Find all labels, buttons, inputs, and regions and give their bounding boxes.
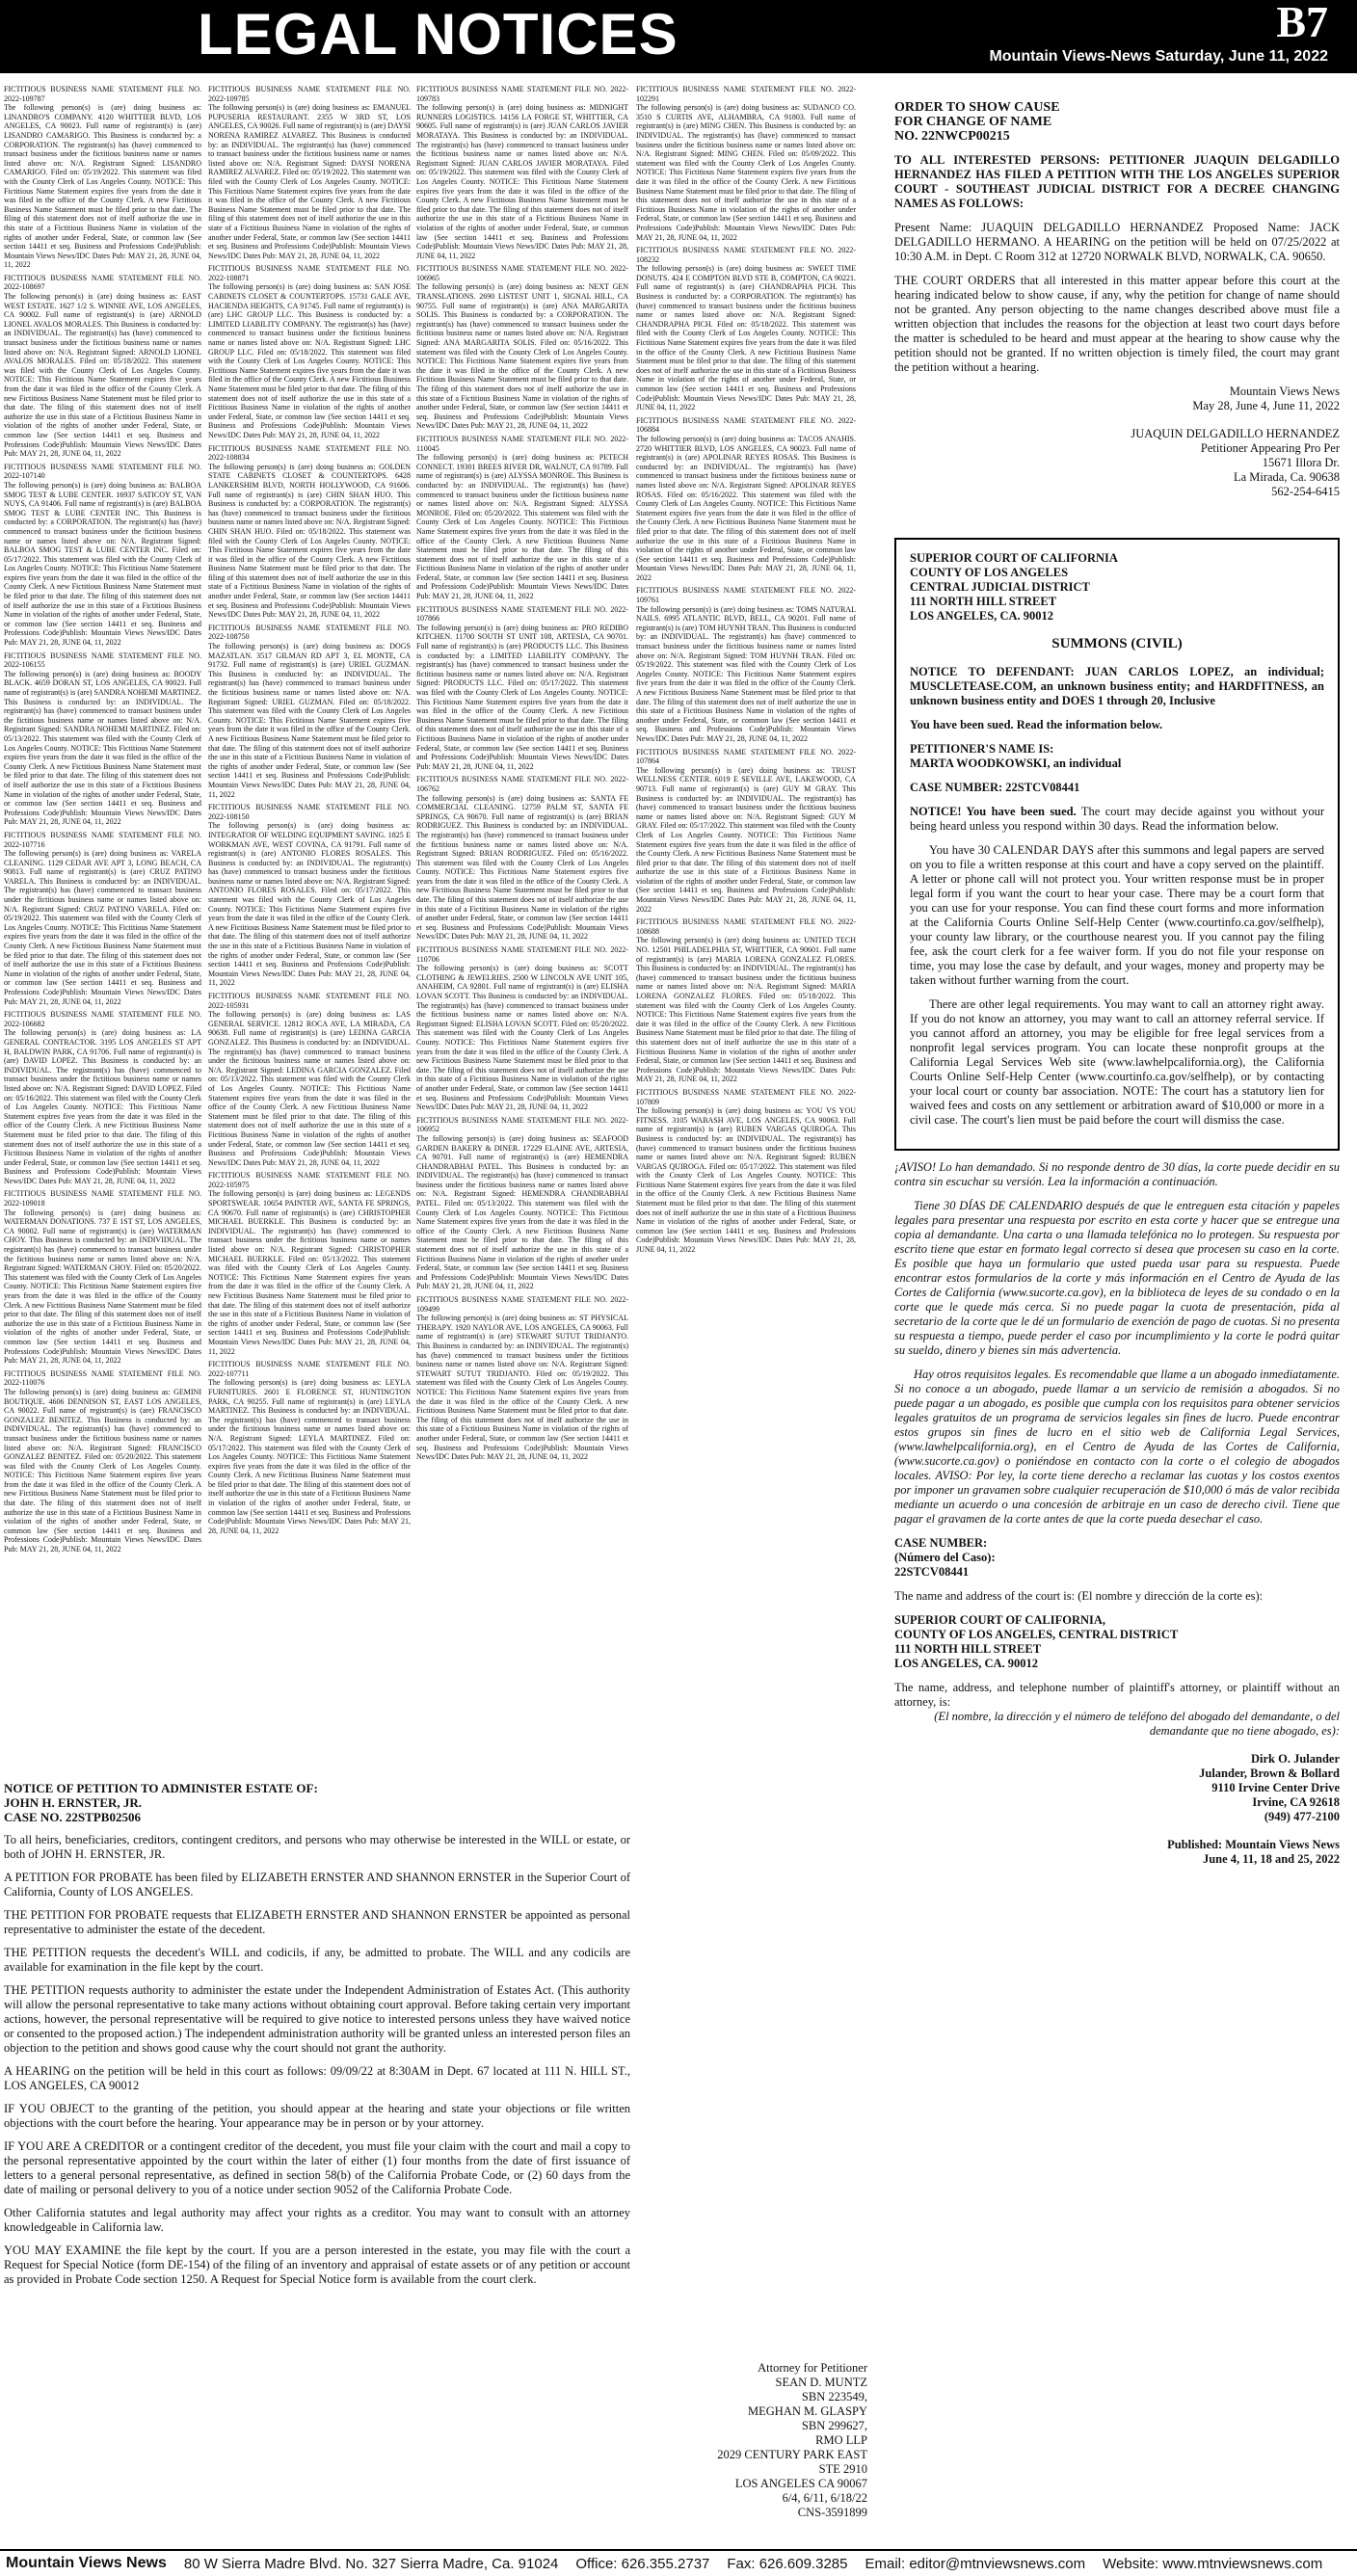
- plaintiff-attorney: 9110 Irvine Center Drive: [1211, 1781, 1340, 1794]
- fbn-heading: FICTITIOUS BUSINESS NAME STATEMENT FILE NO. 2022-108150: [208, 803, 411, 821]
- attorney-line: RMO LLP: [815, 2433, 867, 2447]
- fbn-heading: FICTITIOUS BUSINESS NAME STATEMENT FILE NO. 2022-110706: [416, 945, 628, 964]
- fbn-heading: FICTITIOUS BUSINESS NAME STATEMENT FILE NO. 2022-107716: [4, 830, 201, 849]
- fbn-heading: FICTITIOUS BUSINESS NAME STATEMENT FILE NO. 2022-106965: [416, 264, 628, 282]
- fbn-notice: [416, 1116, 628, 1291]
- fbn-heading: FICTITIOUS BUSINESS NAME STATEMENT FILE NO. 2022-107866: [416, 604, 628, 624]
- fbn-heading: FICTITIOUS BUSINESS NAME STATEMENT FILE NO. 2022-107864: [636, 747, 856, 766]
- paper-date: Mountain Views-News Saturday, June 11, 2022: [989, 48, 1328, 65]
- attorney-line: SBN 299627,: [801, 2419, 867, 2432]
- summons-sued: You have been sued. Read the information below.: [910, 718, 1163, 731]
- published-line: Published: Mountain Views News: [1167, 1838, 1340, 1851]
- attorney-line: SEAN D. MUNTZ: [775, 2376, 867, 2389]
- court-address: LOS ANGELES, CA. 90012: [894, 1657, 1038, 1670]
- fbn-notice: [208, 85, 411, 260]
- aviso-para: Hay otros requisitos legales. Es recomendable que llame a un abogado inmediatamente. Si no conoce a un abogado, puede llamar a un servicio de remisión a abogados. Si no puede pagar a un abogado, es posible que cumpla con los requisitos para obtener servicios legales gratuitos de un programa de servicios legales sin fines de lucro. Puede encontrar estos grupos sin fines de lucro en el sitio web de California Legal Services, (www.lawhelpcalifornia.org), en el Centro de Ayuda de las Cortes de California, (www.sucorte.ca.gov) o poniéndose en contacto con la corte o el colegio de abogados locales. AVISO: Por ley, la corte tiene derecho a reclamar las cuotas y los costos exentos por imponer un gravamen sobre cualquier recuperación de $10,000 ó más de valor recibida mediante un acuerdo o una concesión de arbitraje en un caso de derecho civil. Tiene que pagar el gravamen de la corte antes de que la corte pueda desechar el caso.: [894, 1368, 1340, 1526]
- fbn-heading: FICTITIOUS BUSINESS NAME STATEMENT FILE NO. 2022-106762: [416, 775, 628, 793]
- summons-para: You have 30 CALENDAR DAYS after this summons and legal papers are served on you to file a written response at this court and have a copy served on the plaintiff. A letter or phone call will not protect you. Your written response must be in proper legal form if you want the court to hear your case. There may be a court form that you can use for your response. You can find these court forms and more information at the California Courts Online Self-Help Center (www.courtinfo.ca.gov/selfhelp), your county law library, or the courthouse nearest you. If you cannot pay the filing fee, ask the court clerk for a fee waiver form. If you do not file your response on time, you may lose the case by default, and your wages, money and property may be taken without further warning from the court.: [910, 843, 1324, 987]
- attorney-line: STE 2910: [818, 2462, 867, 2476]
- probate-para: A HEARING on the petition will be held in this court as follows: 09/09/22 at 8:30AM in Dept. 67 located at 111 N. HILL ST., LOS ANGELES, CA 90012: [4, 2064, 630, 2092]
- fbn-heading: FICTITIOUS BUSINESS NAME STATEMENT FILE NO. 2022-110045: [416, 434, 628, 453]
- fbn-body: The following person(s) is (are) doing business as: PETECH CONNECT. 19301 BREES RIVER DR, WALNUT, CA 91789. Full name of registrant(s) is (are) ALYSSA MONROE. This Business is conducted by: an INDIVIDUAL. The registrant(s) has (have) commenced to transact business under the fictitious business name or names listed above on: N/A. Registrant Signed: ALYSSA MONROE. Filed on: 05/20/2022. This statement was filed with the County Clerk of Los Angeles County. NOTICE: This Fictitious Name Statement expires five years from the date it was filed in the office of the County Clerk. A new Fictitious Business Name Statement must be filed prior to that date. The filing of this statement does not of itself authorize the use in this state of a Fictitious Business Name in violation of the rights of another under Federal, State, or common law (See section 14411 et seq. Business and Professions Code)Publish: Mountain Views News/IDC Dates Pub: MAY 21, 28, JUNE 04, 11, 2022: [416, 453, 628, 601]
- footer-fax: Fax: 626.609.3285: [727, 2555, 848, 2572]
- fbn-notice: [4, 831, 201, 1006]
- fbn-heading: FICTITIOUS BUSINESS NAME STATEMENT FILE NO. 2022-106682: [4, 1010, 201, 1028]
- summons-court: CENTRAL JUDICIAL DISTRICT: [910, 580, 1090, 594]
- fbn-body: The following person(s) is (are) doing business as: GEMINI BOUTIQUE. 4606 DENNISON ST, EAST LOS ANGELES, CA 90022. Full name of registrant(s) is (are) FRANCISCO GONZALEZ BENITEZ. This Business is conducted by: an INDIVIDUAL. The registrant(s) has (have) commenced to transact business under the fictitious business name or names listed above on: N/A. Registrant Signed: FRANCISCO GONZALEZ BENITEZ. Filed on: 05/20/2022. This statement was filed with the County Clerk of Los Angeles County. NOTICE: This Fictitious Name Statement expires five years from the date it was filed in the office of the County Clerk. A new Fictitious Business Name Statement must be filed prior to that date. The filing of this statement does not of itself authorize the use in this state of a Fictitious Business Name in violation of the rights of another under Federal, State, or common law (See section 14411 et seq. Business and Professions Code)Publish: Mountain Views News/IDC Dates Pub: MAY 21, 28, JUNE 04, 11, 2022: [4, 1387, 201, 1554]
- fbn-body: The following person(s) is (are) doing business as: ST PHYSICAL THERAPY. 1920 NAYLOR AVE, LOS ANGELES, CA 90063. Full name of registrant(s) is (are) STEWART SUTUT TRIDJANTO. This Business is conducted by: an INDIVIDUAL. The registrant(s) has (have) commenced to transact business under the fictitious business name or names listed above on: N/A. Registrant Signed: STEWART SUTUT TRIDJANTO. Filed on: 05/19/2022. This statement was filed with the County Clerk of Los Angeles County. NOTICE: This Fictitious Name Statement expires five years from the date it was filed in the office of the County Clerk. A new Fictitious Business Name Statement must be filed prior to that date. The filing of this statement does not of itself authorize the use in this state of a Fictitious Business Name in violation of the rights of another under Federal, State, or common law (See section 14411 et seq. Business and Professions Code)Publish: Mountain Views News/IDC Dates Pub: MAY 21, 28, JUNE 04, 11, 2022: [416, 1314, 628, 1462]
- fbn-notice: [636, 586, 856, 743]
- attorney-line: Attorney for Petitioner: [758, 2361, 867, 2375]
- fbn-heading: FICTITIOUS BUSINESS NAME STATEMENT FILE NO. 2022-109783: [416, 85, 628, 103]
- fbn-body: The following person(s) is (are) doing business as: TACOS ANAHIS. 2720 WHITTIER BLVD, LOS ANGELES, CA 90023. Full name of registrant(s) is (are) APOLINAR REYES ROSAS. This Business is conducted by: an INDIVIDUAL. The registrant(s) has (have) commenced to transact business under the fictitious business name or names listed above on: N/A. Registrant Signed: APOLINAR REYES ROSAS. Filed on: 05/16/2022. This statement was filed with the County Clerk of Los Angeles County. NOTICE: This Fictitious Name Statement expires five years from the date it was filed in the office of the County Clerk. A new Fictitious Business Name Statement must be filed prior to that date. The filing of this statement does not of itself authorize the use in this state of a Fictitious Business Name in violation of the rights of another under Federal, State, or common law (See section 14411 et seq. Business and Professions Code)Publish: Mountain Views News/IDC Dates Pub: MAY 21, 28, JUNE 04, 11, 2022: [636, 434, 856, 582]
- case-number-es: (Número del Caso):: [894, 1551, 996, 1564]
- fbn-notice: [4, 1189, 201, 1365]
- fbn-heading: FICTITIOUS BUSINESS NAME STATEMENT FILE NO. 2022-106155: [4, 651, 201, 670]
- fbn-body: The following person(s) is (are) doing business as: SEAFOOD GARDEN BAKERY & DINER. 17229 ELAINE AVE, ARTESIA, CA 90701. Full name of registrant(s) is (are) HEMENDRA CHANDRABHAI PATEL. This Business is conducted by: an INDIVIDUAL. The registrant(s) has (have) commenced to transact business under the fictitious business name or names listed above on: N/A. Registrant Signed: HEMENDRA CHANDRABHAI PATEL. Filed on: 05/13/2022. This statement was filed with the County Clerk of Los Angeles County. NOTICE: This Fictitious Name Statement expires five years from the date it was filed in the office of the County Clerk. A new Fictitious Business Name Statement must be filed prior to that date. The filing of this statement does not of itself authorize the use in this state of a Fictitious Business Name in violation of the rights of another under Federal, State, or common law (See section 14411 et seq. Business and Professions Code)Publish: Mountain Views News/IDC Dates Pub: MAY 21, 28, JUNE 04, 11, 2022: [416, 1133, 628, 1291]
- summons-box: [894, 538, 1340, 1151]
- fbn-notice: [416, 85, 628, 260]
- osc-pub: Mountain Views News: [1229, 385, 1340, 398]
- fbn-body: The following person(s) is (are) doing business as: BOODY BLACK. 4659 DORAN ST, LOS ANGELES, CA 90023. Full name of registrant(s) is (are) SANDRA NOHEMI MARTINEZ. This Business is conducted by: an INDIVIDUAL. The registrant(s) has (have) commenced to transact business under the fictitious business name or names listed above on: N/A. Registrant Signed: SANDRA NOHEMI MARTINEZ. Filed on: 05/13/2022. This statement was filed with the County Clerk of Los Angeles County. NOTICE: This Fictitious Name Statement expires five years from the date it was filed in the office of the County Clerk. A new Fictitious Business Name Statement must be filed prior to that date. The filing of this statement does not of itself authorize the use in this state of a Fictitious Business Name in violation of the rights of another under Federal, State, or common law (See section 14411 et seq. Business and Professions Code)Publish: Mountain Views News/IDC Dates Pub: MAY 21, 28, JUNE 04, 11, 2022: [4, 669, 201, 827]
- fbn-heading: FICTITIOUS BUSINESS NAME STATEMENT FILE NO. 2022-108871: [208, 264, 411, 282]
- fbn-notice: [636, 917, 856, 1084]
- fbn-heading: FICTITIOUS BUSINESS NAME STATEMENT FILE NO. 2022-108750: [208, 623, 411, 642]
- plaintiff-attorney: (949) 477-2100: [1264, 1810, 1340, 1823]
- fbn-notice: [208, 992, 411, 1167]
- osc-heading: TO ALL INTERESTED PERSONS: PETITIONER JUAQUIN DELGADILLO HERNANDEZ HAS FILED A PETITION WITH THE LOS ANGELES SUPERIOR COURT - SOUTHEAST JUDICIAL DISTRICT FOR A DECREE CHANGING NAMES AS FOLLOWS:: [894, 153, 1340, 210]
- attorney-line: LOS ANGELES CA 90067: [734, 2477, 867, 2490]
- fbn-body: The following person(s) is (are) doing business as: EMANUEL PUPUSERIA RESTAURANT. 2355 W 3RD ST, LOS ANGELES, CA 90026. Full name of registrant(s) is (are) DAYSI NORENA RAMIREZ ALVAREZ. This Business is conducted by: an INDIVIDUAL. The registrant(s) has (have) commenced to transact business under the fictitious business name or names listed above on: N/A. Registrant Signed: DAYSI NORENA RAMIREZ ALVAREZ. Filed on: 05/19/2022. This statement was filed with the County Clerk of Los Angeles County. NOTICE: This Fictitious Name Statement expires five years from the date it was filed in the office of the County Clerk. A new Fictitious Business Name Statement must be filed prior to that date. The filing of this statement does not of itself authorize the use in this state of a Fictitious Business Name in violation of the rights of another under Federal, State, or common law (See section 14411 et seq. Business and Professions Code)Publish: Mountain Views News/IDC Dates Pub: MAY 21, 28, JUNE 04, 11, 2022: [208, 103, 411, 260]
- published-line: June 4, 11, 18 and 25, 2022: [1202, 1852, 1340, 1866]
- order-to-show-cause: [894, 100, 1340, 499]
- probate-para: IF YOU OBJECT to the granting of the petition, you should appear at the hearing and state your objections or file written objections with the court before the hearing. Your appearance may be in person or by your attorney.: [4, 2102, 630, 2130]
- court-line: The name and address of the court is: (El nombre y dirección de la corte es):: [894, 1589, 1264, 1603]
- aviso-para: Tiene 30 DÍAS DE CALENDARIO después de que le entreguen esta citación y papeles legales para presentar una respuesta por escrito en esta corte y hacer que se entregue una copia al demandante. Una carta o una llamada telefónica no lo protegen. Su respuesta por escrito tiene que estar en formato legal correcto si desea que procesen su caso en la corte. Es posible que haya un formulario que usted pueda usar para su respuesta. Puede encontrar estos formularios de la corte y más información en el Centro de Ayuda de las Cortes de California (www.sucorte.ca.gov), en la biblioteca de leyes de su condado o en la corte que le quede más cerca. Si no puede pagar la cuota de presentación, pida al secretario de la corte que le dé un formulario de exención de pago de cuotas. Si no presenta su respuesta a tiempo, puede perder el caso por incumplimiento y la corte le podrá quitar su sueldo, dinero y bienes sin más advertencia.: [894, 1199, 1340, 1357]
- fbn-heading: FICTITIOUS BUSINESS NAME STATEMENT FILE NO. 2022-109785: [208, 85, 411, 103]
- summons-title: SUMMONS (CIVIL): [1051, 636, 1183, 651]
- attorney-line: The name, address, and telephone number of plaintiff's attorney, or plaintiff without an attorney, is:: [894, 1681, 1340, 1709]
- osc-body: Present Name: JUAQUIN DELGADILLO HERNANDEZ Proposed Name: JACK DELGADILLO HERMANO. A HEARING on the petition will be held on 07/25/2022 at 10:30 A.M. in Dept. C Room 312 at 12720 NORWALK BLVD, NORWALK, CA. 90650.: [894, 221, 1340, 263]
- probate-para: THE PETITION requests authority to administer the estate under the Independent Administration of Estates Act. (This authority will allow the personal representative to take many actions without obtaining court approval. Before taking certain very important actions, however, the personal representative will be required to give notice to interested persons unless they have waived notice or consented to the proposed action.) The independent administration authority will be granted unless an interested person files an objection to the petition and shows good cause why the court should not grant the authority.: [4, 1983, 630, 2055]
- osc-petitioner: 562-254-6415: [1271, 485, 1340, 498]
- summons-petitioner-name: MARTA WOODKOWSKI, an individual: [910, 757, 1122, 770]
- summons-court: COUNTY OF LOS ANGELES: [910, 566, 1069, 579]
- fbn-notice: [636, 416, 856, 583]
- osc-petitioner: 15671 Illora Dr.: [1262, 456, 1340, 469]
- fbn-notice: [208, 1360, 411, 1535]
- fbn-body: The following person(s) is (are) doing business as: TOMS NATURAL NAILS. 6995 ATLANTIC BLVD, BELL, CA 90201. Full name of registrant(s) is (are) TOM HUYNH TRAN. This Business is conducted by: an INDIVIDUAL. The registrant(s) has (have) commenced to transact business under the fictitious business name or names listed above on: N/A. Registrant Signed: TOM HUYNH TRAN. Filed on: 05/19/2022. This statement was filed with the County Clerk of Los Angeles County. NOTICE: This Fictitious Name Statement expires five years from the date it was filed in the office of the County Clerk. A new Fictitious Business Name Statement must be filed prior to that date. The filing of this statement does not of itself authorize the use in this state of a Fictitious Business Name in violation of the rights of another under Federal, State, or common law (See section 14411 et seq. Business and Professions Code)Publish: Mountain Views News/IDC Dates Pub: MAY 21, 28, JUNE 04, 11, 2022: [636, 604, 856, 743]
- fbn-notice: [208, 264, 411, 439]
- notice-bold: NOTICE! You have been sued.: [910, 805, 1077, 818]
- fbn-body: The following person(s) is (are) doing business as: UNITED TECH NO. 12501 PHILADELPHIA ST, WHITTIER, CA 90601. Full name of registrant(s) is (are) MARIA LORENA GONZALEZ FLORES. This Business is conducted by: an INDIVIDUAL. The registrant(s) has (have) commenced to transact business under the fictitious business name or names listed above on: N/A. Registrant Signed: MARIA LORENA GONZALEZ FLORES. Filed on: 05/18/2022. This statement was filed with the County Clerk of Los Angeles County. NOTICE: This Fictitious Name Statement expires five years from the date it was filed in the office of the County Clerk. A new Fictitious Business Name Statement must be filed prior to that date. The filing of this statement does not of itself authorize the use in this state of a Fictitious Business Name in violation of the rights of another under Federal, State, or common law (See section 14411 et seq. Business and Professions Code)Publish: Mountain Views News/IDC Dates Pub: MAY 21, 28, JUNE 04, 11, 2022: [636, 936, 856, 1084]
- fbn-body: The following person(s) is (are) doing business as: LAS GENERAL SERVICE. 12812 ROCA AVE, LA MIRADA, CA 90638. Full name of registrant(s) is (are) LEDINA GARCIA GONZALEZ. This Business is conducted by: an INDIVIDUAL. The registrant(s) has (have) commenced to transact business under the fictitious business name or names listed above on: N/A. Registrant Signed: LEDINA GARCIA GONZALEZ. Filed on: 05/13/2022. This statement was filed with the County Clerk of Los Angeles County. NOTICE: This Fictitious Name Statement expires five years from the date it was filed in the office of the County Clerk. A new Fictitious Business Name Statement must be filed prior to that date. The filing of this statement does not of itself authorize the use in this state of a Fictitious Business Name in violation of the rights of another under Federal, State, or common law (See section 14411 et seq. Business and Professions Code)Publish: Mountain Views News/IDC Dates Pub: MAY 21, 28, JUNE 04, 11, 2022: [208, 1010, 411, 1167]
- osc-petitioner: Petitioner Appearing Pro Per: [1200, 441, 1340, 455]
- fbn-notice: [416, 945, 628, 1112]
- fbn-column-4: [636, 81, 856, 2519]
- court-address: 111 NORTH HILL STREET: [894, 1642, 1042, 1656]
- probate-para: THE PETITION FOR PROBATE requests that ELIZABETH ERNSTER AND SHANNON ERNSTER be appointed as personal representative to administer the estate of the decedent.: [4, 1908, 630, 1936]
- fbn-body: The following person(s) is (are) doing business as: TRUST WELLNESS CENTER. 6019 E SEVILLE AVE, LAKEWOOD, CA 90713. Full name of registrant(s) is (are) GUY M GRAY. This Business is conducted by: an INDIVIDUAL. The registrant(s) has (have) commenced to transact business under the fictitious business name or names listed above on: N/A. Registrant Signed: GUY M GRAY. Filed on: 05/17/2022. This statement was filed with the County Clerk of Los Angeles County. NOTICE: This Fictitious Name Statement expires five years from the date it was filed in the office of the County Clerk. A new Fictitious Business Name Statement must be filed prior to that date. The filing of this statement does not of itself authorize the use in this state of a Fictitious Business Name in violation of the rights of another under Federal, State, or common law (See section 14411 et seq. Business and Professions Code)Publish: Mountain Views News/IDC Dates Pub: MAY 21, 28, JUNE 04, 11, 2022: [636, 765, 856, 914]
- fbn-body: The following person(s) is (are) doing business as: DOGS MAZATLAN. 3517 GILMAN RD APT 3, EL MONTE, CA 91732. Full name of registrant(s) is (are) URIEL GUZMAN. This Business is conducted by: an INDIVIDUAL. The registrant(s) has (have) commenced to transact business under the fictitious business name or names listed above on: N/A. Registrant Signed: URIEL GUZMAN. Filed on: 05/18/2022. This statement was filed with the County Clerk of Los Angeles County. NOTICE: This Fictitious Name Statement expires five years from the date it was filed in the office of the County Clerk. A new Fictitious Business Name Statement must be filed prior to that date. The filing of this statement does not of itself authorize the use in this state of a Fictitious Business Name in violation of the rights of another under Federal, State, or common law (See section 14411 et seq. Business and Professions Code)Publish: Mountain Views News/IDC Dates Pub: MAY 21, 28, JUNE 04, 11, 2022: [208, 642, 411, 799]
- page-footer: [0, 2549, 1357, 2576]
- probate-para: YOU MAY EXAMINE the file kept by the court. If you are a person interested in the estate, you may file with the court a Request for Special Notice (form DE-154) of the filing of an inventory and appraisal of estate assets or of any petition or account as provided in Probate Code section 1250. A Request for Special Notice form is available from the court clerk.: [4, 2244, 630, 2286]
- probate-notice: [4, 1781, 630, 2296]
- fbn-heading: FICTITIOUS BUSINESS NAME STATEMENT FILE NO. 2022-109787: [4, 85, 201, 103]
- fbn-heading: FICTITIOUS BUSINESS NAME STATEMENT FILE NO. 2022-107140: [4, 462, 201, 481]
- fbn-body: The following person(s) is (are) doing business as: SANTA FE COMMERCIAL CLEANING. 12759 PALM ST, SANTA FE SPRINGS, CA 90670. Full name of registrant(s) is (are) BRIAN RODRIGUEZ. This Business is conducted by: an INDIVIDUAL. The registrant(s) has (have) commenced to transact business under the fictitious business name or names listed above on: N/A. Registrant Signed: BRIAN RODRIGUEZ. Filed on: 05/16/2022. This statement was filed with the County Clerk of Los Angeles County. NOTICE: This Fictitious Name Statement expires five years from the date it was filed in the office of the County Clerk. A new Fictitious Business Name Statement must be filed prior to that date. The filing of this statement does not of itself authorize the use in this state of a Fictitious Business Name in violation of the rights of another under Federal, State, or common law (See section 14411 et seq. Business and Professions Code)Publish: Mountain Views News/IDC Dates Pub: MAY 21, 28, JUNE 04, 11, 2022: [416, 793, 628, 942]
- fbn-body: The following person(s) is (are) doing business as: PRO REDIBO KITCHEN. 11700 SOUTH ST UNIT 108, ARTESIA, CA 90701. Full name of registrant(s) is (are) PRODUCTS LLC. This Business is conducted by: a LIMITED LIABILITY COMPANY. The registrant(s) has (have) commenced to transact business under the fictitious business name or names listed above on: N/A. Registrant Signed: PRODUCTS LLC. Filed on: 05/17/2022. This statement was filed with the County Clerk of Los Angeles County. NOTICE: This Fictitious Name Statement expires five years from the date it was filed in the office of the County Clerk. A new Fictitious Business Name Statement must be filed prior to that date. The filing of this statement does not of itself authorize the use in this state of a Fictitious Business Name in violation of the rights of another under Federal, State, or common law (See section 14411 et seq. Business and Professions Code)Publish: Mountain Views News/IDC Dates Pub: MAY 21, 28, JUNE 04, 11, 2022: [416, 623, 628, 771]
- fbn-body: The following person(s) is (are) doing business as: SUDANCO CO. 3510 S CURTIS AVE, ALHAMBRA, CA 91803. Full name of registrant(s) is (are) MING CHEN. This Business is conducted by: an INDIVIDUAL. The registrant(s) has (have) commenced to transact business under the fictitious business name or names listed above on: N/A. Registrant Signed: MING CHEN. Filed on: 05/09/2022. This statement was filed with the County Clerk of Los Angeles County. NOTICE: This Fictitious Name Statement expires five years from the date it was filed in the office of the County Clerk. A new Fictitious Business Name Statement must be filed prior to that date. The filing of this statement does not of itself authorize the use in this state of a Fictitious Business Name in violation of the rights of another under Federal, State, or common law (See section 14411 et seq. Business and Professions Code)Publish: Mountain Views News/IDC Dates Pub: MAY 21, 28, JUNE 04, 11, 2022: [636, 103, 856, 242]
- osc-case: NO. 22NWCP00215: [894, 129, 1010, 144]
- probate-para: IF YOU ARE A CREDITOR or a contingent creditor of the decedent, you must file your claim with the court and mail a copy to the personal representative appointed by the court within the later of either (1) four months from the date of first issuance of letters to a general personal representative, as defined in section 58(b) of the California Probate Code, or (2) 60 days from the date of mailing or personal delivery to you of a notice under section 9052 of the California Probate Code.: [4, 2139, 630, 2196]
- probate-case: CASE NO. 22STPB02506: [4, 1810, 141, 1824]
- summons-para: There are other legal requirements. You may want to call an attorney right away. If you do not know an attorney, you may want to call an attorney referral service. If you cannot afford an attorney, you may be eligible for free legal services from a nonprofit legal services program. You can locate these nonprofit groups at the California Legal Services Web site (www.lawhelpcalifornia.org), the California Courts Online Self-Help Center (www.courtinfo.ca.gov/selfhelp), or by contacting your local court or county bar association. NOTE: The court has a statutory lien for waived fees and costs on any settlement or arbitration award of $10,000 or more in a civil case. The court's lien must be paid before the court will dismiss the case.: [910, 997, 1324, 1127]
- attorney-line: MEGHAN M. GLASPY: [748, 2404, 867, 2418]
- plaintiff-attorney: Dirk O. Julander: [1250, 1752, 1340, 1766]
- fbn-notice: [416, 605, 628, 772]
- summons-petitioner-label: PETITIONER'S NAME IS:: [910, 742, 1054, 756]
- osc-pub: May 28, June 4, June 11, 2022: [1192, 399, 1340, 412]
- fbn-heading: FICTITIOUS BUSINESS NAME STATEMENT FILE NO. 2022-105975: [208, 1171, 411, 1189]
- fbn-heading: FICTITIOUS BUSINESS NAME STATEMENT FILE NO. 2022-108688: [636, 917, 856, 936]
- fbn-body: The following person(s) is (are) doing business as: SWEET TIME DONUTS. 424 E COMPTON BLVD STE B, COMPTON, CA 90221. Full name of registrant(s) is (are) CHANDRAPHA PICH. This Business is conducted by: a CORPORATION. The registrant(s) has (have) commenced to transact business under the fictitious business name or names listed above on: N/A. Registrant Signed: CHANDRAPHA PICH. Filed on: 05/18/2022. This statement was filed with the County Clerk of Los Angeles County. NOTICE: This Fictitious Name Statement expires five years from the date it was filed in the office of the County Clerk. A new Fictitious Business Name Statement must be filed prior to that date. The filing of this statement does not of itself authorize the use in this state of a Fictitious Business Name in violation of the rights of another under Federal, State, or common law (See section 14411 et seq. Business and Professions Code)Publish: Mountain Views News/IDC Dates Pub: MAY 21, 28, JUNE 04, 11, 2022: [636, 264, 856, 412]
- fbn-notice: [4, 1010, 201, 1185]
- fbn-notice: [636, 748, 856, 915]
- fbn-body: The following person(s) is (are) doing business as: SCOTT CLOTHING & JEWELRIES. 2500 W LINCOLN AVE UNIT 105, ANAHEIM, CA 92801. Full name of registrant(s) is (are) ELISHA LOVAN SCOTT. This Business is conducted by: an INDIVIDUAL. The registrant(s) has (have) commenced to transact business under the fictitious business name or names listed above on: N/A. Registrant Signed: ELISHA LOVAN SCOTT. Filed on: 05/20/2022. This statement was filed with the County Clerk of Los Angeles County. NOTICE: This Fictitious Name Statement expires five years from the date it was filed in the office of the County Clerk. A new Fictitious Business Name Statement must be filed prior to that date. The filing of this statement does not of itself authorize the use in this state of a Fictitious Business Name in violation of the rights of another under Federal, State, or common law (See section 14411 et seq. Business and Professions Code)Publish: Mountain Views News/IDC Dates Pub: MAY 21, 28, JUNE 04, 11, 2022: [416, 964, 628, 1112]
- probate-para: To all heirs, beneficiaries, creditors, contingent creditors, and persons who may otherwise be interested in the WILL or estate, or both of JOHN H. ERNSTER, JR.: [4, 1833, 630, 1861]
- notice-rest: The court may decide against you without your being heard unless you respond within 30 days. Read the information below.: [910, 805, 1324, 833]
- fbn-heading: FICTITIOUS BUSINESS NAME STATEMENT FILE NO. 2022-110076: [4, 1368, 201, 1388]
- fbn-notice: [416, 264, 628, 431]
- fbn-notice: [636, 246, 856, 412]
- fbn-body: The following person(s) is (are) doing business as: VARELA CLEANING. 1129 CEDAR AVE APT 3, LONG BEACH, CA 90813. Full name of registrant(s) is (are) CRUZ PATINO VARELA. This Business is conducted by: an INDIVIDUAL. The registrant(s) has (have) commenced to transact business under the fictitious business name or names listed above on: N/A. Registrant Signed: CRUZ PATINO VARELA. Filed on: 05/19/2022. This statement was filed with the County Clerk of Los Angeles County. NOTICE: This Fictitious Name Statement expires five years from the date it was filed in the office of the County Clerk. A new Fictitious Business Name Statement must be filed prior to that date. The filing of this statement does not of itself authorize the use in this state of a Fictitious Business Name in violation of the rights of another under Federal, State, or common law (See section 14411 et seq. Business and Professions Code)Publish: Mountain Views News/IDC Dates Pub: MAY 21, 28, JUNE 04, 11, 2022: [4, 849, 201, 1006]
- probate-para: Other California statutes and legal authority may affect your rights as a creditor. You may want to consult with an attorney knowledgeable in California law.: [4, 2206, 630, 2234]
- footer-paper-name: Mountain Views News: [6, 2555, 167, 2571]
- fbn-notice: [416, 435, 628, 601]
- fbn-notice: [4, 1369, 201, 1554]
- fbn-notice: [4, 85, 201, 270]
- fbn-body: The following person(s) is (are) doing business as: MIDNIGHT RUNNERS LOGISTICS. 14156 LA FORGE ST, WHITTIER, CA 90605. Full name of registrant(s) is (are) JUAN CARLOS JAVIER MORATAYA. This Business is conducted by: an INDIVIDUAL. The registrant(s) has (have) commenced to transact business under the fictitious business name or names listed above on: N/A. Registrant Signed: JUAN CARLOS JAVIER MORATAYA. Filed on: 05/19/2022. This statement was filed with the County Clerk of Los Angeles County. NOTICE: This Fictitious Name Statement expires five years from the date it was filed in the office of the County Clerk. A new Fictitious Business Name Statement must be filed prior to that date. The filing of this statement does not of itself authorize the use in this state of a Fictitious Business Name in violation of the rights of another under Federal, State, or common law (See section 14411 et seq. Business and Professions Code)Publish: Mountain Views News/IDC Dates Pub: MAY 21, 28, JUNE 04, 11, 2022: [416, 103, 628, 260]
- summons-court: 111 NORTH HILL STREET: [910, 595, 1057, 608]
- attorney-line: 2029 CENTURY PARK EAST: [717, 2448, 867, 2461]
- fbn-body: The following person(s) is (are) doing business as: NEXT GEN TRANSLATIONS. 2690 LISTEST UNIT 1, SIGNAL HILL, CA 90755. Full name of registrant(s) is (are) ANA MARGARITA SOLIS. This Business is conducted by: a CORPORATION. The registrant(s) has (have) commenced to transact business under the fictitious business name or names listed above on: N/A. Registrant Signed: ANA MARGARITA SOLIS. Filed on: 05/16/2022. This statement was filed with the County Clerk of Los Angeles County. NOTICE: This Fictitious Name Statement expires five years from the date it was filed in the office of the County Clerk. A new Fictitious Business Name Statement must be filed prior to that date. The filing of this statement does not of itself authorize the use in this state of a Fictitious Business Name in violation of the rights of another under Federal, State, or common law (See section 14411 et seq. Business and Professions Code)Publish: Mountain Views News/IDC Dates Pub: MAY 21, 28, JUNE 04, 11, 2022: [416, 282, 628, 431]
- fbn-notice: [208, 803, 411, 988]
- probate-estate: JOHN H. ERNSTER, JR.: [4, 1795, 143, 1810]
- case-number: 22STCV08441: [894, 1565, 970, 1579]
- fbn-heading: FICTITIOUS BUSINESS NAME STATEMENT FILE NO. 2022-107809: [636, 1087, 856, 1106]
- fbn-body: The following person(s) is (are) doing business as: WATERMAN DONATIONS. 737 E 1ST ST, LOS ANGELES, CA 90002. Full name of registrant(s) is (are) WATERMAN CHOY. This Business is conducted by: an INDIVIDUAL. The registrant(s) has (have) commenced to transact business under the fictitious business name or names listed above on: N/A. Registrant Signed: WATERMAN CHOY. Filed on: 05/20/2022. This statement was filed with the County Clerk of Los Angeles County. NOTICE: This Fictitious Name Statement expires five years from the date it was filed in the office of the County Clerk. A new Fictitious Business Name Statement must be filed prior to that date. The filing of this statement does not of itself authorize the use in this state of a Fictitious Business Name in violation of the rights of another under Federal, State, or common law (See section 14411 et seq. Business and Professions Code)Publish: Mountain Views News/IDC Dates Pub: MAY 21, 28, JUNE 04, 11, 2022: [4, 1208, 201, 1366]
- fbn-body: The following person(s) is (are) doing business as: INTEGRATOR OF WELDING EQUIPMENT SAVING. 1825 E WORKMAN AVE, WEST COVINA, CA 91791. Full name of registrant(s) is (are) ANTONIO FLORES ROSALES. This Business is conducted by: an INDIVIDUAL. The registrant(s) has (have) commenced to transact business under the fictitious business name or names listed above on: N/A. Registrant Signed: ANTONIO FLORES ROSALES. Filed on: 05/17/2022. This statement was filed with the County Clerk of Los Angeles County. NOTICE: This Fictitious Name Statement expires five years from the date it was filed in the office of the County Clerk. A new Fictitious Business Name Statement must be filed prior to that date. The filing of this statement does not of itself authorize the use in this state of a Fictitious Business Name in violation of the rights of another under Federal, State, or common law (See section 14411 et seq. Business and Professions Code)Publish: Mountain Views News/IDC Dates Pub: MAY 21, 28, JUNE 04, 11, 2022: [208, 821, 411, 988]
- page-number: B7: [1276, 0, 1328, 46]
- osc-petitioner: La Mirada, Ca. 90638: [1233, 470, 1340, 484]
- fbn-heading: FICTITIOUS BUSINESS NAME STATEMENT FILE NO. 2022-106952: [416, 1115, 628, 1134]
- fbn-notice: [4, 651, 201, 827]
- fbn-heading: FICTITIOUS BUSINESS NAME STATEMENT FILE NO. 2022-109499: [416, 1295, 628, 1314]
- summons-notice: [910, 805, 1324, 834]
- fbn-notice: [208, 624, 411, 799]
- fbn-body: The following person(s) is (are) doing business as: LEYLA FURNITURES. 2601 E FLORENCE ST, HUNTINGTON PARK, CA 90255. Full name of registrant(s) is (are) LEYLA MARTINEZ. This Business is conducted by: an INDIVIDUAL. The registrant(s) has (have) commenced to transact business under the fictitious business name or names listed above on: N/A. Registrant Signed: LEYLA MARTINEZ. Filed on: 05/17/2022. This statement was filed with the County Clerk of Los Angeles County. NOTICE: This Fictitious Name Statement expires five years from the date it was filed in the office of the County Clerk. A new Fictitious Business Name Statement must be filed prior to that date. The filing of this statement does not of itself authorize the use in this state of a Fictitious Business Name in violation of the rights of another under Federal, State, or common law (See section 14411 et seq. Business and Professions Code)Publish: Mountain Views News/IDC Dates Pub: MAY 21, 28, JUNE 04, 11, 2022: [208, 1378, 411, 1535]
- attorney-line: 6/4, 6/11, 6/18/22: [782, 2491, 867, 2505]
- attorney-line: SBN 223549,: [801, 2390, 867, 2403]
- fbn-heading: FICTITIOUS BUSINESS NAME STATEMENT FILE NO. 2022-105931: [208, 992, 411, 1010]
- case-number-label: CASE NUMBER:: [894, 1536, 988, 1550]
- fbn-notice: [208, 444, 411, 620]
- fbn-column-1: [4, 81, 201, 1777]
- probate-heading: NOTICE OF PETITION TO ADMINISTER ESTATE OF:: [4, 1781, 318, 1795]
- page-banner: [0, 0, 1357, 73]
- fbn-heading: FICTITIOUS BUSINESS NAME STATEMENT FILE NO. 2022-102291: [636, 85, 856, 103]
- fbn-body: The following person(s) is (are) doing business as: BALBOA SMOG TEST & LUBE CENTER. 16937 SATICOY ST, VAN NUYS, CA 91406. Full name of registrant(s) is (are) BALBOA SMOG TEST & LUBE CENTER INC. This Business is conducted by: a CORPORATION. The registrant(s) has (have) commenced to transact business under the fictitious business name or names listed above on: N/A. Registrant Signed: BALBOA SMOG TEST & LUBE CENTER INC. Filed on: 05/17/2022. This statement was filed with the County Clerk of Los Angeles County. NOTICE: This Fictitious Name Statement expires five years from the date it was filed in the office of the County Clerk. A new Fictitious Business Name Statement must be filed prior to that date. The filing of this statement does not of itself authorize the use in this state of a Fictitious Business Name in violation of the rights of another under Federal, State, or common law (See section 14411 et seq. Business and Professions Code)Publish: Mountain Views News/IDC Dates Pub: MAY 21, 28, JUNE 04, 11, 2022: [4, 480, 201, 648]
- summons-case: CASE NUMBER: 22STCV08441: [910, 781, 1080, 794]
- fbn-notice: [208, 1171, 411, 1356]
- fbn-body: The following person(s) is (are) doing business as: SAN JOSE CABINETS CLOSET & COUNTERTOPS. 15731 GALE AVE, HACIENDA HEIGHTS, CA 91745. Full name of registrant(s) is (are) LHC GROUP LLC. This Business is conducted by: a LIMITED LIABILITY COMPANY. The registrant(s) has (have) commenced to transact business under the fictitious business name or names listed above on: N/A. Registrant Signed: LHC GROUP LLC. Filed on: 05/18/2022. This statement was filed with the County Clerk of Los Angeles County. NOTICE: This Fictitious Name Statement expires five years from the date it was filed in the office of the County Clerk. A new Fictitious Business Name Statement must be filed prior to that date. The filing of this statement does not of itself authorize the use in this state of a Fictitious Business Name in violation of the rights of another under Federal, State, or common law (See section 14411 et seq. Business and Professions Code)Publish: Mountain Views News/IDC Dates Pub: MAY 21, 28, JUNE 04, 11, 2022: [208, 282, 411, 439]
- footer-address: 80 W Sierra Madre Blvd. No. 327 Sierra Madre, Ca. 91024: [183, 2555, 559, 2572]
- osc-petitioner: JUAQUIN DELGADILLO HERNANDEZ: [1131, 427, 1340, 440]
- fbn-column-2: [208, 81, 411, 1777]
- fbn-heading: FICTITIOUS BUSINESS NAME STATEMENT FILE NO. 2022-108232: [636, 246, 856, 264]
- fbn-notice: [416, 1295, 628, 1462]
- fbn-notice: [4, 274, 201, 459]
- attorney-line-es: (El nombre, la dirección y el número de teléfono del abogado del demandante, o del demandante que no tiene abogado, es):: [934, 1710, 1340, 1738]
- probate-attorney: [463, 2361, 867, 2520]
- fbn-heading: FICTITIOUS BUSINESS NAME STATEMENT FILE NO. 2022-106884: [636, 415, 856, 435]
- fbn-body: The following person(s) is (are) doing business as: LEGENDS SPORTSWEAR. 10654 PAINTER AVE, SANTA FE SPRINGS, CA 90670. Full name of registrant(s) is (are) CHRISTOPHER MICHAEL BUERKLE. This Business is conducted by: an INDIVIDUAL. The registrant(s) has (have) commenced to transact business under the fictitious business name or names listed above on: N/A. Registrant Signed: CHRISTOPHER MICHAEL BUERKLE. Filed on: 05/13/2022. This statement was filed with the County Clerk of Los Angeles County. NOTICE: This Fictitious Name Statement expires five years from the date it was filed in the office of the County Clerk. A new Fictitious Business Name Statement must be filed prior to that date. The filing of this statement does not of itself authorize the use in this state of a Fictitious Business Name in violation of the rights of another under Federal, State, or common law (See section 14411 et seq. Business and Professions Code)Publish: Mountain Views News/IDC Dates Pub: MAY 21, 28, JUNE 04, 11, 2022: [208, 1189, 411, 1356]
- court-address: COUNTY OF LOS ANGELES, CENTRAL DISTRICT: [894, 1628, 1179, 1641]
- osc-subtitle: FOR CHANGE OF NAME: [894, 115, 1052, 129]
- fbn-heading: FICTITIOUS BUSINESS NAME STATEMENT FILE NO. 2022-109018: [4, 1189, 201, 1208]
- footer-website: Website: www.mtnviewsnews.com: [1103, 2555, 1323, 2572]
- aviso-para: ¡AVISO! Lo han demandado. Si no responde dentro de 30 días, la corte puede decidir en su contra sin escuchar su versión. Lea la información a continuación.: [894, 1160, 1340, 1188]
- summons-defendant: NOTICE TO DEFENDANT: JUAN CARLOS LOPEZ, an individual; MUSCLETEASE.COM, an unknown business entity; and HARDFITNESS, an unknown business entity and DOES 1 through 20, Inclusive: [910, 665, 1324, 707]
- right-column: [894, 100, 1340, 1867]
- attorney-line: CNS-3591899: [797, 2506, 867, 2519]
- fbn-body: The following person(s) is (are) doing business as: LA GENERAL CONTRACTOR. 3195 LOS ANGELES ST APT H, BALDWIN PARK, CA 91706. Full name of registrant(s) is (are) DAVID LOPEZ. This Business is conducted by: an INDIVIDUAL. The registrant(s) has (have) commenced to transact business under the fictitious business name or names listed above on: N/A. Registrant Signed: DAVID LOPEZ. Filed on: 05/16/2022. This statement was filed with the County Clerk of Los Angeles County. NOTICE: This Fictitious Name Statement expires five years from the date it was filed in the office of the County Clerk. A new Fictitious Business Name Statement must be filed prior to that date. The filing of this statement does not of itself authorize the use in this state of a Fictitious Business Name in violation of the rights of another under Federal, State, or common law (See section 14411 et seq. Business and Professions Code)Publish: Mountain Views News/IDC Dates Pub: MAY 21, 28, JUNE 04, 11, 2022: [4, 1028, 201, 1185]
- fbn-body: The following person(s) is (are) doing business as: YOU VS YOU FITNESS. 3105 WABASH AVE, LOS ANGELES, CA 90063. Full name of registrant(s) is (are) RUBEN VARGAS QUIROGA. This Business is conducted by: an INDIVIDUAL. The registrant(s) has (have) commenced to transact business under the fictitious business name or names listed above on: N/A. Registrant Signed: RUBEN VARGAS QUIROGA. Filed on: 05/17/2022. This statement was filed with the County Clerk of Los Angeles County. NOTICE: This Fictitious Name Statement expires five years from the date it was filed in the office of the County Clerk. A new Fictitious Business Name Statement must be filed prior to that date. The filing of this statement does not of itself authorize the use in this state of a Fictitious Business Name in violation of the rights of another under Federal, State, or common law (See section 14411 et seq. Business and Professions Code)Publish: Mountain Views News/IDC Dates Pub: MAY 21, 28, JUNE 04, 11, 2022: [636, 1106, 856, 1255]
- summons-court: LOS ANGELES, CA. 90012: [910, 609, 1053, 623]
- fbn-notice: [4, 463, 201, 648]
- fbn-notice: [636, 1088, 856, 1255]
- fbn-heading: FICTITIOUS BUSINESS NAME STATEMENT FILE NO. 2022-107711: [208, 1360, 411, 1378]
- court-address: SUPERIOR COURT OF CALIFORNIA,: [894, 1613, 1106, 1627]
- fbn-notice: [636, 85, 856, 242]
- fbn-heading: FICTITIOUS BUSINESS NAME STATEMENT FILE NO. 2022-109761: [636, 586, 856, 605]
- plaintiff-attorney: Julander, Brown & Bollard: [1199, 1766, 1340, 1780]
- plaintiff-attorney: Irvine, CA 92618: [1252, 1795, 1340, 1809]
- fbn-heading: FICTITIOUS BUSINESS NAME STATEMENT FILE NO. 2022-108697: [4, 273, 201, 292]
- osc-title: ORDER TO SHOW CAUSE: [894, 100, 1060, 115]
- osc-body: THE COURT ORDERS that all interested in this matter appear before this court at the hearing indicated below to show cause, if any, why the petition for change of name should not be granted. Any person objecting to the name changes described above must file a written objection that includes the reasons for the objection at least two court days before the matter is scheduled to be heard and must appear at the hearing to show cause why the petition should not be granted. If no written objection is timely filed, the court may grant the petition without a hearing.: [894, 274, 1340, 374]
- probate-para: THE PETITION requests the decedent's WILL and codicils, if any, be admitted to probate. The WILL and any codicils are available for examination in the file kept by the court.: [4, 1946, 630, 1974]
- fbn-body: The following person(s) is (are) doing business as: EAST WEST ESTATE. 1627 1/2 S. WINNIE AVE, LOS ANGELES, CA 90002. Full name of registrant(s) is (are) ARNOLD LIONEL AVALOS MORALES. This Business is conducted by: an INDIVIDUAL. The registrant(s) has (have) commenced to transact business under the fictitious business name or names listed above on: N/A. Registrant Signed: ARNOLD LIONEL AVALOS MORALES. Filed on: 05/18/2022. This statement was filed with the County Clerk of Los Angeles County. NOTICE: This Fictitious Name Statement expires five years from the date it was filed in the office of the County Clerk. A new Fictitious Business Name Statement must be filed prior to that date. The filing of this statement does not of itself authorize the use in this state of a Fictitious Business Name in violation of the rights of another under Federal, State, or common law (See section 14411 et seq. Business and Professions Code)Publish: Mountain Views News/IDC Dates Pub: MAY 21, 28, JUNE 04, 11, 2022: [4, 292, 201, 459]
- fbn-body: The following person(s) is (are) doing business as: LINANDRO'S COMPANY. 4120 WHITTIER BLVD, LOS ANGELES, CA 90023. Full name of registrant(s) is (are) LISANDRO CAMARIGO. This Business is conducted by: a CORPORATION. The registrant(s) has (have) commenced to transact business under the fictitious business name or names listed above on: N/A. Registrant Signed: LISANDRO CAMARIGO. Filed on: 05/19/2022. This statement was filed with the County Clerk of Los Angeles County. NOTICE: This Fictitious Name Statement expires five years from the date it was filed in the office of the County Clerk. A new Fictitious Business Name Statement must be filed prior to that date. The filing of this statement does not of itself authorize the use in this state of a Fictitious Business Name in violation of the rights of another under Federal, State, or common law (See section 14411 et seq. Business and Professions Code)Publish: Mountain Views News/IDC Dates Pub: MAY 21, 28, JUNE 04, 11, 2022: [4, 103, 201, 270]
- footer-email: Email: editor@mtnviewsnews.com: [865, 2555, 1086, 2572]
- probate-para: A PETITION FOR PROBATE has been filed by ELIZABETH ERNSTER AND SHANNON ERNSTER in the Superior Court of California, County of LOS ANGELES.: [4, 1871, 630, 1899]
- footer-office: Office: 626.355.2737: [575, 2555, 710, 2572]
- fbn-body: The following person(s) is (are) doing business as: GOLDEN STATE CABINETS CLOSET & COUNTERTOPS. 6428 LANKERSHIM BLVD, NORTH HOLLYWOOD, CA 91606. Full name of registrant(s) is (are) CHIN SHAN HUO. This Business is conducted by: a CORPORATION. The registrant(s) has (have) commenced to transact business under the fictitious business name or names listed above on: N/A. Registrant Signed: CHIN SHAN HUO. Filed on: 05/18/2022. This statement was filed with the County Clerk of Los Angeles County. NOTICE: This Fictitious Name Statement expires five years from the date it was filed in the office of the County Clerk. A new Fictitious Business Name Statement must be filed prior to that date. The filing of this statement does not of itself authorize the use in this state of a Fictitious Business Name in violation of the rights of another under Federal, State, or common law (See section 14411 et seq. Business and Professions Code)Publish: Mountain Views News/IDC Dates Pub: MAY 21, 28, JUNE 04, 11, 2022: [208, 462, 411, 620]
- fbn-heading: FICTITIOUS BUSINESS NAME STATEMENT FILE NO. 2022-108834: [208, 443, 411, 463]
- fbn-notice: [416, 775, 628, 942]
- section-title: LEGAL NOTICES: [198, 2, 678, 66]
- summons-court: SUPERIOR COURT OF CALIFORNIA: [910, 551, 1118, 565]
